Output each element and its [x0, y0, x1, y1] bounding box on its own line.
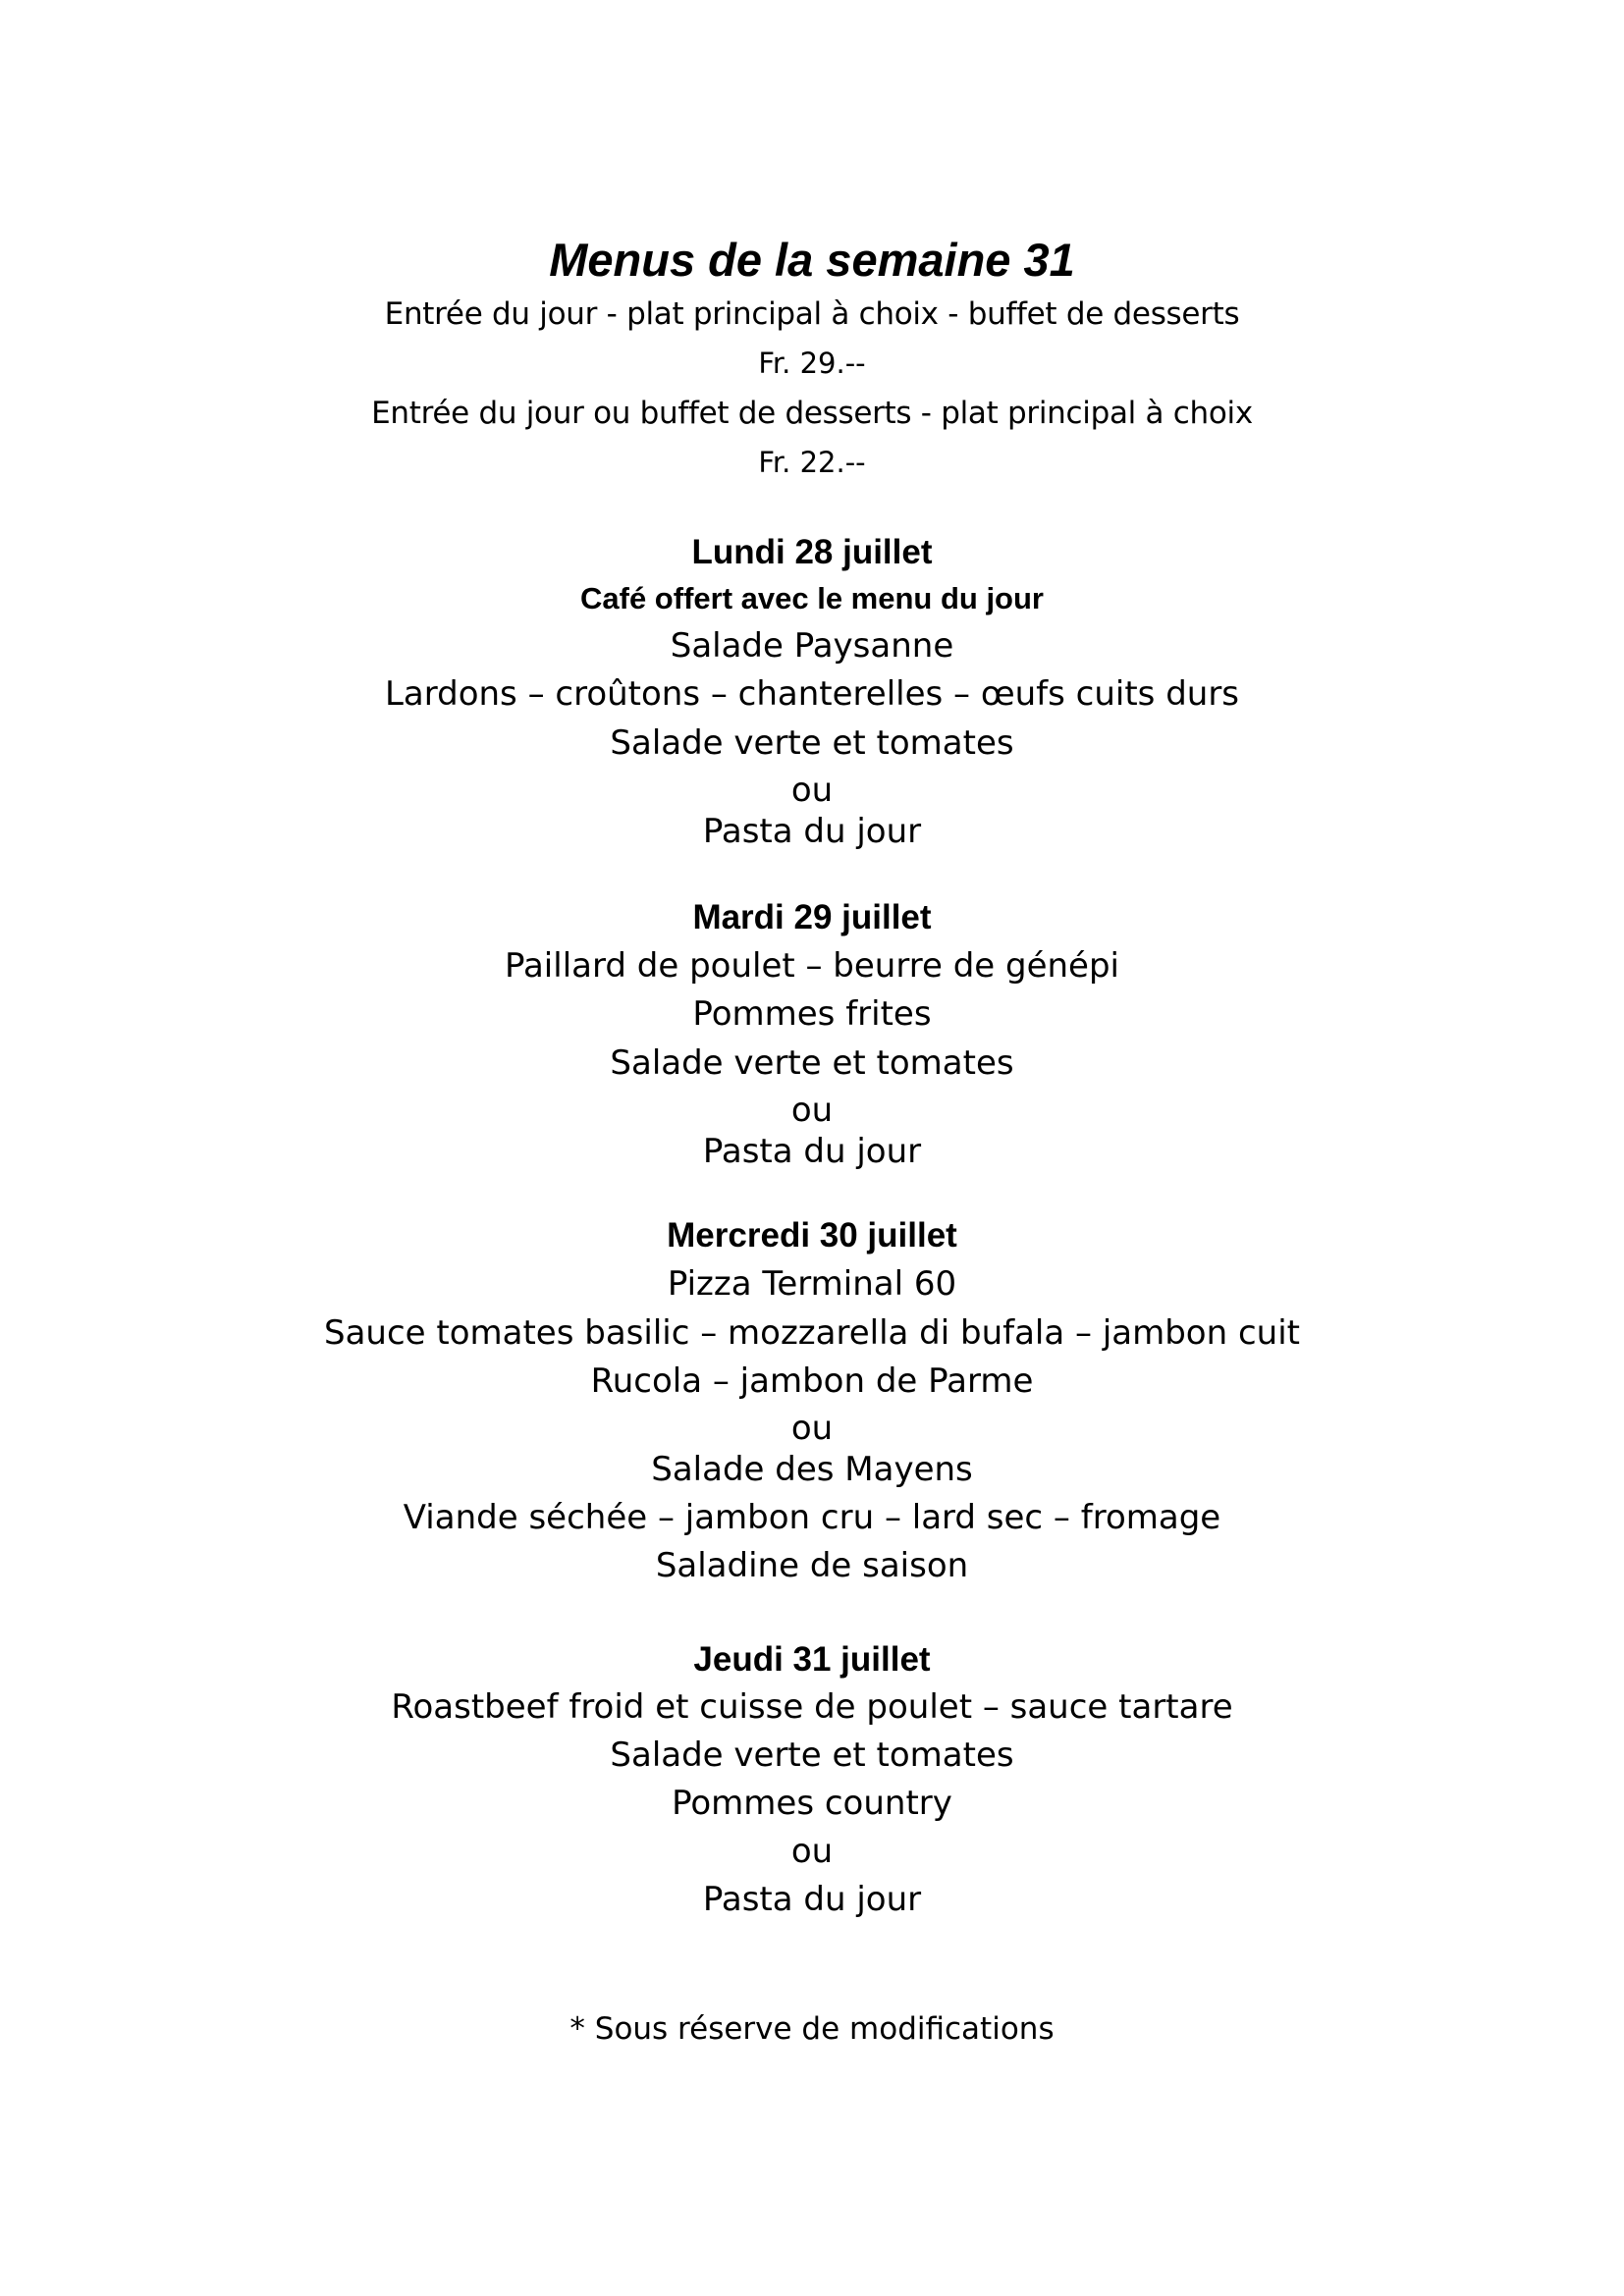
page-title: Menus de la semaine 31 — [549, 234, 1075, 286]
disclaimer: * Sous réserve de modifications — [569, 2011, 1055, 2047]
day-heading: Jeudi 31 juillet — [693, 1640, 931, 1679]
menu-item: Rucola – jambon de Parme — [590, 1362, 1034, 1401]
day-heading: Lundi 28 juillet — [691, 533, 933, 571]
menu-item: Salade Paysanne — [670, 626, 954, 666]
menu-item: Viande séchée – jambon cru – lard sec – fromage — [403, 1498, 1221, 1537]
menu-item: Pizza Terminal 60 — [667, 1264, 957, 1304]
menu-item-or: ou — [790, 1832, 834, 1871]
day-heading: Mercredi 30 juillet — [667, 1216, 957, 1255]
menu-item: Pasta du jour — [702, 1132, 922, 1171]
menu-item: Pasta du jour — [702, 1880, 922, 1919]
menu-item: Salade verte et tomates — [610, 1735, 1014, 1775]
menu-item: Sauce tomates basilic – mozzarella di bufala – jambon cuit — [324, 1313, 1300, 1353]
menu-item: Pommes country — [672, 1784, 952, 1823]
menu-item: Paillard de poulet – beurre de génépi — [505, 946, 1119, 986]
menu-item-or: ou — [790, 1091, 834, 1130]
menu-item: Salade verte et tomates — [610, 723, 1014, 763]
offer-price: Fr. 22.-- — [758, 446, 866, 479]
day-note: Café offert avec le menu du jour — [580, 581, 1044, 615]
menu-item: Salade verte et tomates — [610, 1043, 1014, 1083]
menu-item: Salade des Mayens — [651, 1450, 973, 1489]
menu-item: Lardons – croûtons – chanterelles – œufs cuits durs — [384, 674, 1240, 714]
menu-item: Saladine de saison — [655, 1546, 969, 1585]
menu-item: Pommes frites — [692, 994, 932, 1034]
menu-item: Pasta du jour — [702, 812, 922, 851]
offer-description: Entrée du jour - plat principal à choix - buffet de desserts — [384, 296, 1240, 332]
menu-item-or: ou — [790, 1409, 834, 1448]
offer-price: Fr. 29.-- — [758, 347, 866, 380]
menu-item: Roastbeef froid et cuisse de poulet – sauce tartare — [391, 1687, 1233, 1727]
day-heading: Mardi 29 juillet — [692, 898, 932, 936]
menu-item-or: ou — [790, 771, 834, 810]
offer-description: Entrée du jour ou buffet de desserts - plat principal à choix — [371, 396, 1253, 431]
